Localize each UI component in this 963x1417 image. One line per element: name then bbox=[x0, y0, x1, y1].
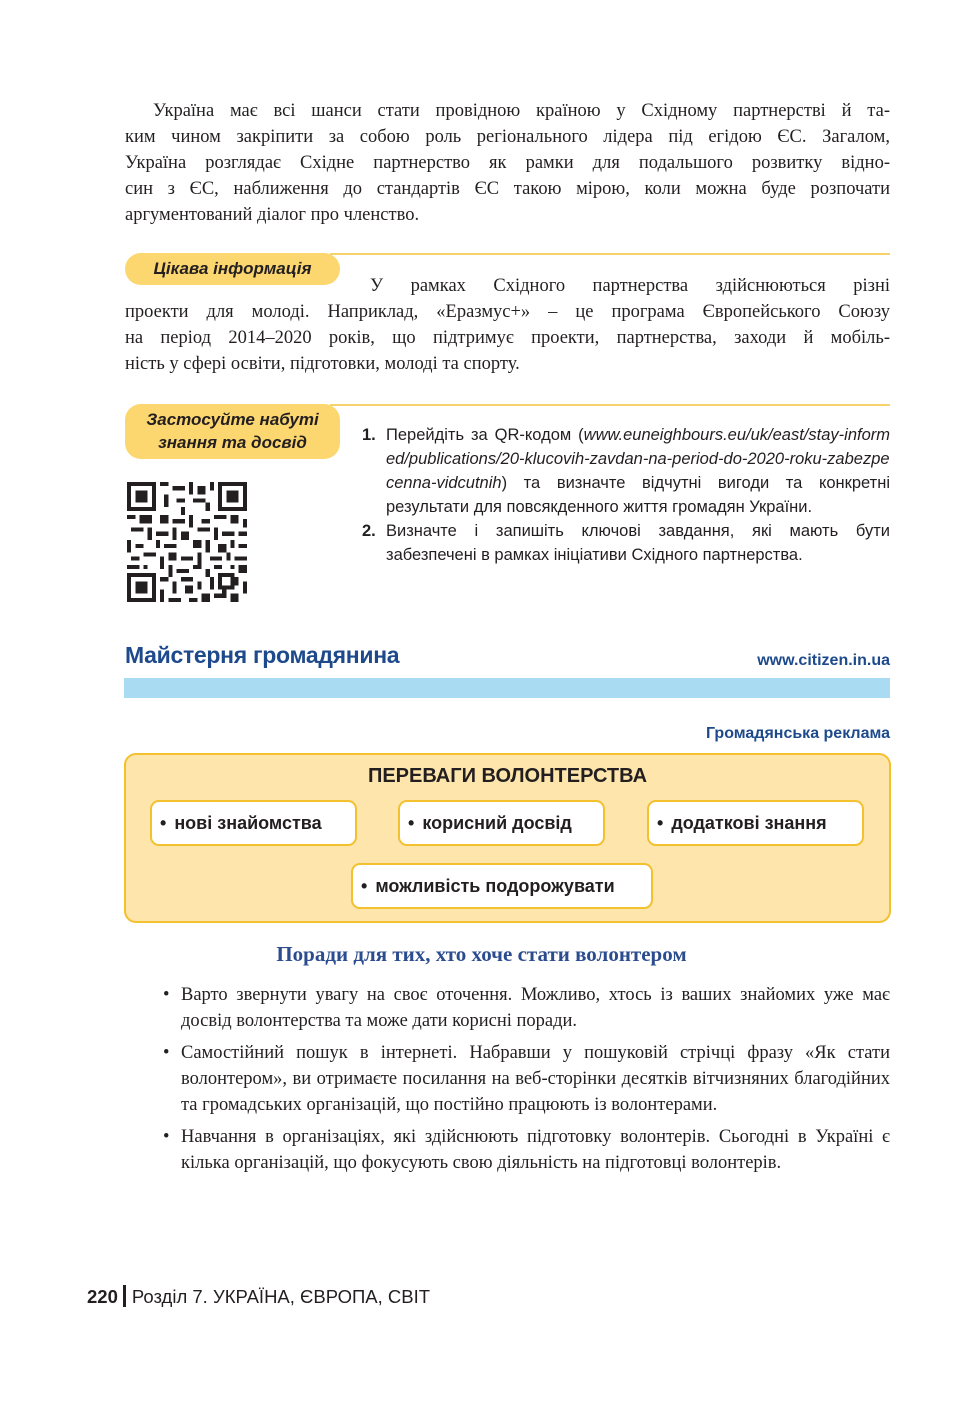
section-band bbox=[124, 678, 890, 698]
bullet: • bbox=[163, 1127, 170, 1147]
benefit-label: нові знайомства bbox=[174, 812, 322, 833]
tip-text: Самостійний пошук в інтернеті. Набравши у пошуковій стрічці фразу «Як стати волонтером», ви отримаєте посилання на веб-сторінки десятків вітчизняних благодійних та громадських організацій, що постійно працюють із волонтерами. bbox=[181, 1043, 890, 1115]
info-line: проекти для молоді. Наприклад, «Еразмус+» – це програма Європейського Союзу bbox=[125, 302, 890, 322]
info-line: У рамках Східного партнерства здійснюються різні bbox=[370, 276, 890, 296]
bullet: • bbox=[160, 812, 167, 833]
tips-title: Поради для тих, хто хоче стати волонтером bbox=[276, 942, 687, 966]
footer-divider bbox=[123, 1285, 126, 1307]
task-list bbox=[362, 423, 890, 567]
intro-line: Україна розглядає Східне партнерство як рамки для подальшого розвитку відно- bbox=[125, 153, 890, 173]
task-text: Визначте і запишіть ключові завдання, які мають бути забезпечені в рамках ініціативи Східного партнерства. bbox=[386, 522, 890, 564]
bullet: • bbox=[361, 875, 368, 896]
benefit-label: додаткові знання bbox=[671, 812, 827, 833]
intro-paragraph bbox=[125, 98, 890, 228]
benefits-title: ПЕРЕВАГИ ВОЛОНТЕРСТВА bbox=[367, 765, 648, 787]
intro-line: ким чином закріпити за собою роль регіонального лідера під егідою ЄС. Загалом, bbox=[125, 127, 890, 147]
bullet: • bbox=[163, 985, 170, 1005]
benefit-item bbox=[647, 800, 864, 846]
tip-item bbox=[163, 982, 890, 1034]
bullet: • bbox=[657, 812, 664, 833]
tips-list bbox=[163, 982, 890, 1182]
task-link[interactable]: www.euneighbours.eu/uk/east/stay-informed/publications/20-klucovih-zavdan-na-period-do-2020-roku-zabezpecenna-vidcutnih bbox=[386, 426, 890, 492]
volunteer-benefits-box bbox=[124, 753, 891, 923]
tip-text: Навчання в організаціях, які здійснюють підготовку волонтерів. Сьогодні в Україні є кілька організацій, що фокусують свою діяльність на підготовці волонтерів. bbox=[181, 1127, 890, 1173]
benefit-item bbox=[398, 800, 605, 846]
benefit-item bbox=[351, 863, 653, 909]
bullet: • bbox=[408, 812, 415, 833]
task-text: ) та визначте відчутні вигоди та конкретні результати для повсякденного життя громадян України. bbox=[386, 474, 890, 516]
task-text: Перейдіть за QR-кодом ( bbox=[386, 426, 584, 444]
apply-label-line: Застосуйте набуті bbox=[146, 410, 319, 429]
intro-line: аргументований діалог про членство. bbox=[125, 205, 420, 225]
benefit-label: корисний досвід bbox=[422, 812, 572, 833]
workshop-site-link[interactable]: www.citizen.in.ua bbox=[757, 652, 890, 669]
benefit-label: можливість подорожувати bbox=[375, 875, 615, 896]
info-label: Цікава інформація bbox=[125, 253, 340, 285]
info-line: ність у сфері освіти, підготовки, молоді та спорту. bbox=[125, 354, 520, 374]
task-item bbox=[362, 423, 890, 519]
ad-label: Громадянська реклама bbox=[705, 725, 890, 742]
tip-text: Варто звернути увагу на своє оточення. Можливо, хтось із ваших знайомих уже має досвід волонтерства та може дати корисні поради. bbox=[181, 985, 890, 1031]
apply-label bbox=[125, 404, 340, 459]
page-number: 220 bbox=[87, 1286, 118, 1307]
apply-rule bbox=[330, 404, 890, 406]
qr-code-icon[interactable] bbox=[127, 482, 247, 602]
info-rule bbox=[330, 253, 890, 255]
workshop-title: Майстерня громадянина bbox=[125, 642, 400, 668]
benefit-item bbox=[150, 800, 357, 846]
info-paragraph bbox=[125, 273, 890, 377]
intro-line: Україна має всі шанси стати провідною країною у Східному партнерстві й та- bbox=[153, 101, 890, 121]
section-name: Розділ 7. УКРАЇНА, ЄВРОПА, СВІТ bbox=[131, 1286, 431, 1307]
page-footer bbox=[87, 1285, 430, 1308]
task-item bbox=[362, 519, 890, 567]
intro-line: син з ЄС, наближення до стандартів ЄС такою мірою, коли можна буде розпочати bbox=[125, 179, 890, 199]
apply-label-line: знання та досвід bbox=[158, 433, 307, 452]
tip-item bbox=[163, 1124, 890, 1176]
task-number: 1. bbox=[362, 426, 376, 444]
task-number: 2. bbox=[362, 522, 376, 540]
bullet: • bbox=[163, 1043, 170, 1063]
info-line: на період 2014–2020 років, що підтримує проекти, партнерства, заходи й мобіль- bbox=[125, 328, 890, 348]
tip-item bbox=[163, 1040, 890, 1118]
